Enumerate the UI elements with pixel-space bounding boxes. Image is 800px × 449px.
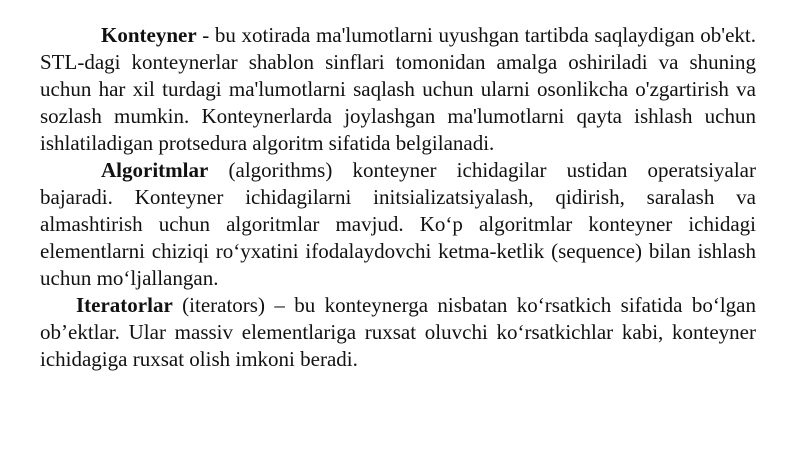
paragraph-algoritmlar bbox=[40, 157, 756, 292]
term-konteyner: Konteyner bbox=[101, 23, 197, 47]
definition-konteyner: - bu xotirada ma'lumotlarni uyushgan tartibda saqlaydigan ob'ekt. STL-dagi konteynerlar shablon sinflari tomonidan amalga oshiriladi va shuning uchun har xil turdagi ma'lumotlarni saqlash uchun ularni osonlikcha o'zgartirish va sozlash mumkin. Konteynerlarda joylashgan ma'lumotlarni qayta ishlash uchun ishlatiladigan protsedura algoritm sifatida belgilanadi. bbox=[40, 23, 756, 155]
paragraph-iteratorlar bbox=[40, 292, 756, 373]
paragraph-konteyner bbox=[40, 22, 756, 157]
definition-algoritmlar: (algorithms) konteyner ichidagilar ustidan operatsiyalar bajaradi. Konteyner ichidagilarni initsializatsiyalash, qidirish, saralash va almashtirish uchun algoritmlar mavjud. Ko‘p algoritmlar konteyner ichidagi elementlarni chiziqi ro‘yxatini ifodalaydovchi ketma-ketlik (sequence) bilan ishlash uchun mo‘ljallangan. bbox=[40, 158, 756, 290]
term-algoritmlar: Algoritmlar bbox=[101, 158, 209, 182]
term-iteratorlar: Iteratorlar bbox=[76, 293, 173, 317]
document-page bbox=[40, 22, 756, 373]
definition-iteratorlar: (iterators) – bu konteynerga nisbatan ko‘rsatkich sifatida bo‘lgan ob’ektlar. Ular massiv elementlariga ruxsat oluvchi ko‘rsatkichlar kabi, konteyner ichidagiga ruxsat olish imkoni beradi. bbox=[40, 293, 756, 371]
